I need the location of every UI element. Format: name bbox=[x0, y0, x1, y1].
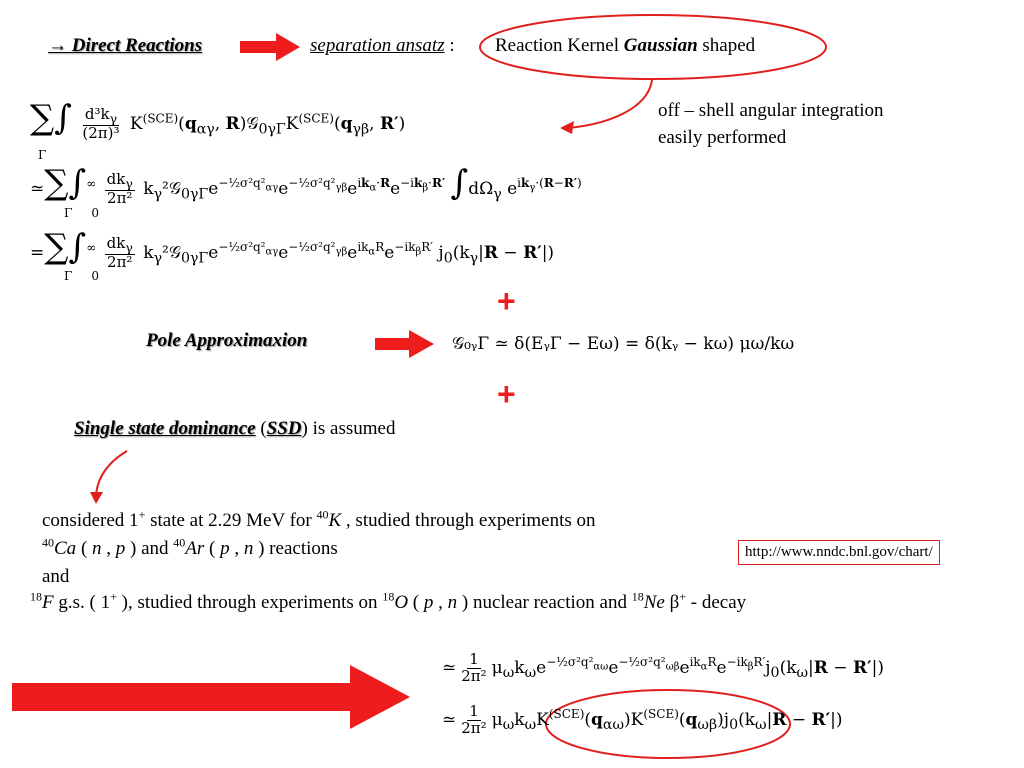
plus-sign-1: + bbox=[497, 283, 516, 319]
considered-line-2: $^{40}$Ca ( n , p ) and $^{40}$Ar ( p , n ) reactions bbox=[42, 535, 338, 559]
equation-line-1: ∑∫ $\frac{d^3k_\gamma}{\text{(2π)³}}$ $K^{(SCE)}(q_{\alpha\gamma}$, $R)𝒢_{0\gamma\Gamma}K^{(SCE)}(q_{\gamma\beta}$, R′) bbox=[30, 98, 406, 143]
equation-line-2: ≃∑∫∞ $\frac{dk_\gamma}{\text{2π²}}$ $k_\gamma^2𝒢_{0\gamma\Gamma}e^{-\frac{1}{2}\sigma^2q^2_{\alpha\gamma}}e^{-\frac{1}{2}\sigma^2q^2_{\gamma\beta}}e^{ik_\alpha\cdot R}e^{-ik_\beta\cdot R'}$ $\int d\Omega_\gamma$ $e^{ik_\gamma\cdot(R-R')}$ bbox=[30, 163, 582, 208]
considered-line-4: $^{18}$F g.s. ( 1+ ), studied through experiments on $^{18}$O ( p , n ) nuclear reaction and $^{18}$Ne β+ - decay bbox=[30, 589, 747, 613]
angular-note: off – shell angular integration easily performed bbox=[658, 100, 884, 148]
nndc-link[interactable]: http://www.nndc.bnl.gov/chart/ bbox=[738, 540, 940, 565]
pole-arrow-icon bbox=[375, 330, 434, 358]
plus-sign-2: + bbox=[497, 376, 516, 412]
result-equation-2: ≃ $\frac{1}{\text{2π²}}$ $\mu_\omega k_\omega K^{(SCE)}(q_{\alpha\omega})K^{(SCE)}(q_{\omega\beta})j_0(k_\omega|R - R'|)$ bbox=[442, 702, 843, 737]
header-arrow-icon bbox=[240, 33, 300, 61]
pole-approx-label: Pole Approximaxion bbox=[146, 330, 308, 351]
direct-reactions-label: → Direct Reactions bbox=[48, 35, 203, 56]
considered-and: and bbox=[42, 566, 70, 587]
ssd-line: Single state dominance (SSD) is assumed bbox=[74, 418, 396, 439]
ssd-abbr: SSD bbox=[266, 418, 302, 439]
ssd-curved-arrow-icon bbox=[96, 451, 127, 496]
result-arrow-icon bbox=[12, 665, 410, 729]
gaussian-word: Gaussian bbox=[623, 35, 698, 56]
curved-arrow-icon bbox=[568, 80, 652, 128]
considered-line-1: considered 1+ state at 2.29 MeV for $^{40}$K , studied through experiments on bbox=[42, 507, 596, 531]
ssd-label: Single state dominance bbox=[74, 418, 256, 439]
header-line bbox=[48, 35, 202, 57]
separation-ansatz-label: separation ansatz bbox=[310, 35, 445, 56]
result-equation-1: ≃ $\frac{1}{\text{2π²}}$ $\mu_\omega k_\omega e^{-\frac{1}{2}\sigma^2q^2_{\alpha\omega}}e^{-\frac{1}{2}\sigma^2q^2_{\omega\beta}}e^{ik_\alpha R}e^{-ik_\beta R'}j_0(k_\omega|R - R'|)$ bbox=[442, 650, 884, 685]
reaction-kernel-text: Reaction Kernel Gaussian shaped bbox=[495, 35, 756, 56]
separation-line: separation ansatz : bbox=[310, 35, 455, 56]
pole-equation: 𝒢₀ᵧΓ ≃ δ(EᵧΓ − Eω) = δ(kᵧ − kω) μω/kω bbox=[452, 334, 795, 354]
equation-line-3: =∑∫∞ $\frac{dk_\gamma}{\text{2π²}}$ $k_\gamma^2𝒢_{0\gamma\Gamma}e^{-\frac{1}{2}\sigma^2q^2_{\alpha\gamma}}e^{-\frac{1}{2}\sigma^2q^2_{\gamma\beta}}e^{ik_\alpha R}e^{-ik_\beta R'}$ $j_0(k_\gamma|R - R'|)$ bbox=[30, 227, 555, 272]
